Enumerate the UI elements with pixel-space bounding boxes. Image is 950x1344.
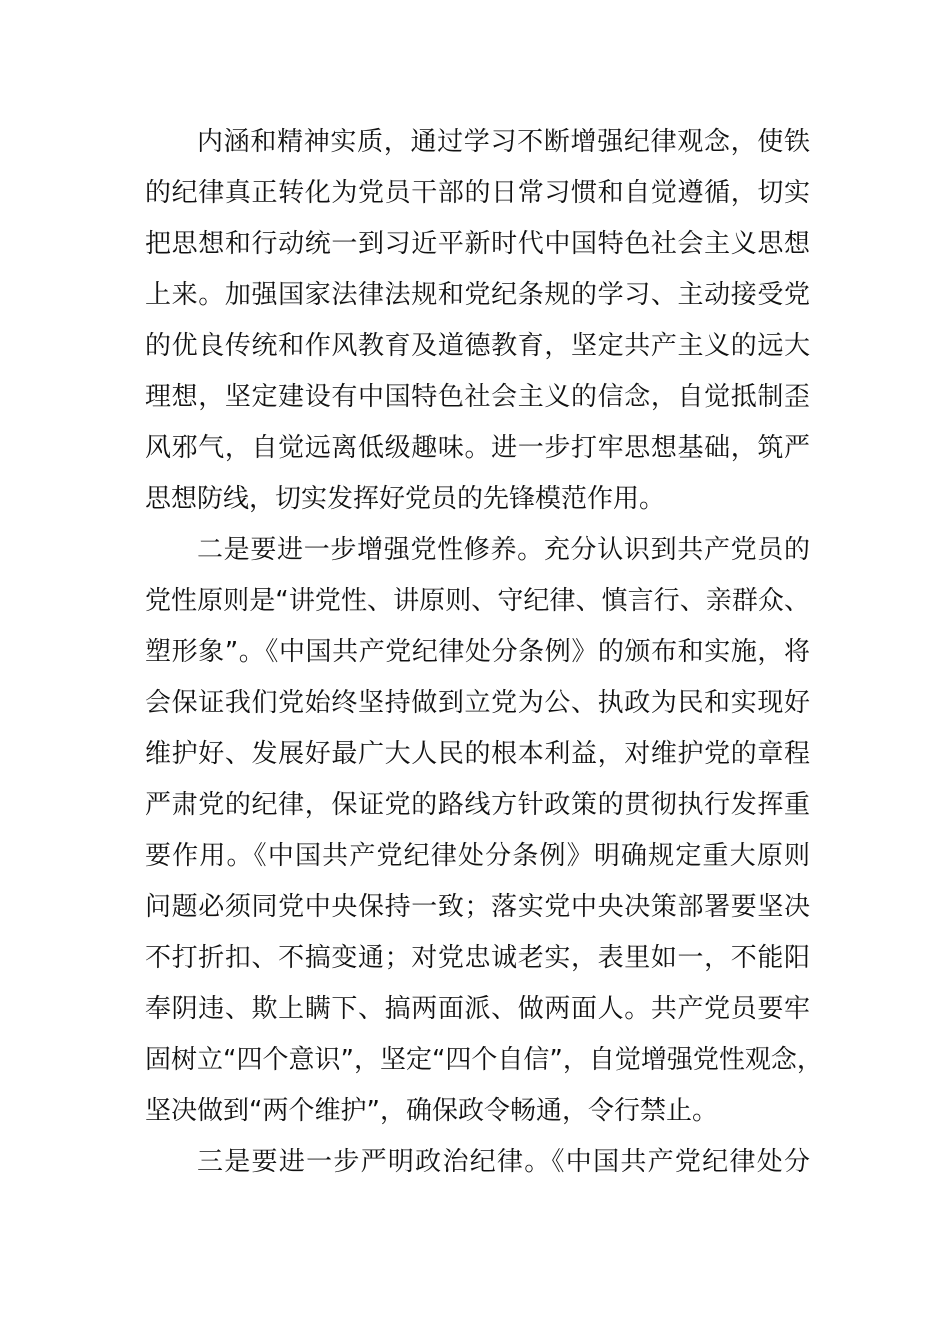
text-line: 二是要进一步增强党性修养。充分认识到共产党员的 xyxy=(197,535,810,565)
text-line: 的优良传统和作风教育及道德教育，坚定共产主义的远大 xyxy=(145,331,810,361)
text-line: 风邪气，自觉远离低级趣味。进一步打牢思想基础，筑严 xyxy=(145,433,810,463)
text-line: 奉阴违、欺上瞒下、搞两面派、做两面人。共产党员要牢 xyxy=(145,994,810,1024)
text-line: 塑形象”。《中国共产党纪律处分条例》的颁布和实施，将 xyxy=(145,637,810,667)
text-line: 的纪律真正转化为党员干部的日常习惯和自觉遵循，切实 xyxy=(145,178,810,208)
text-line: 理想，坚定建设有中国特色社会主义的信念，自觉抵制歪 xyxy=(145,382,810,412)
text-line: 固树立“四个意识”，坚定“四个自信”，自觉增强党性观念， xyxy=(145,1045,823,1075)
text-line: 坚决做到“两个维护”，确保政令畅通，令行禁止。 xyxy=(145,1096,718,1126)
text-line: 思想防线，切实发挥好党员的先锋模范作用。 xyxy=(145,484,666,514)
text-line: 要作用。《中国共产党纪律处分条例》明确规定重大原则 xyxy=(145,841,810,871)
document-body xyxy=(145,117,823,1188)
text-line: 问题必须同党中央保持一致；落实党中央决策部署要坚决 xyxy=(145,892,810,922)
text-line: 内涵和精神实质，通过学习不断增强纪律观念，使铁 xyxy=(197,127,810,157)
text-line: 维护好、发展好最广大人民的根本利益，对维护党的章程 xyxy=(145,739,810,769)
text-line: 会保证我们党始终坚持做到立党为公、执政为民和实现好 xyxy=(145,688,810,718)
text-line: 上来。加强国家法律法规和党纪条规的学习、主动接受党 xyxy=(145,280,810,310)
text-line: 严肃党的纪律，保证党的路线方针政策的贯彻执行发挥重 xyxy=(145,790,810,820)
text-line: 把思想和行动统一到习近平新时代中国特色社会主义思想 xyxy=(145,229,810,259)
text-line: 不打折扣、不搞变通；对党忠诚老实，表里如一，不能阳 xyxy=(145,943,810,973)
text-line: 党性原则是“讲党性、讲原则、守纪律、慎言行、亲群众、 xyxy=(145,586,810,616)
text-line: 三是要进一步严明政治纪律。《中国共产党纪律处分 xyxy=(197,1147,810,1177)
